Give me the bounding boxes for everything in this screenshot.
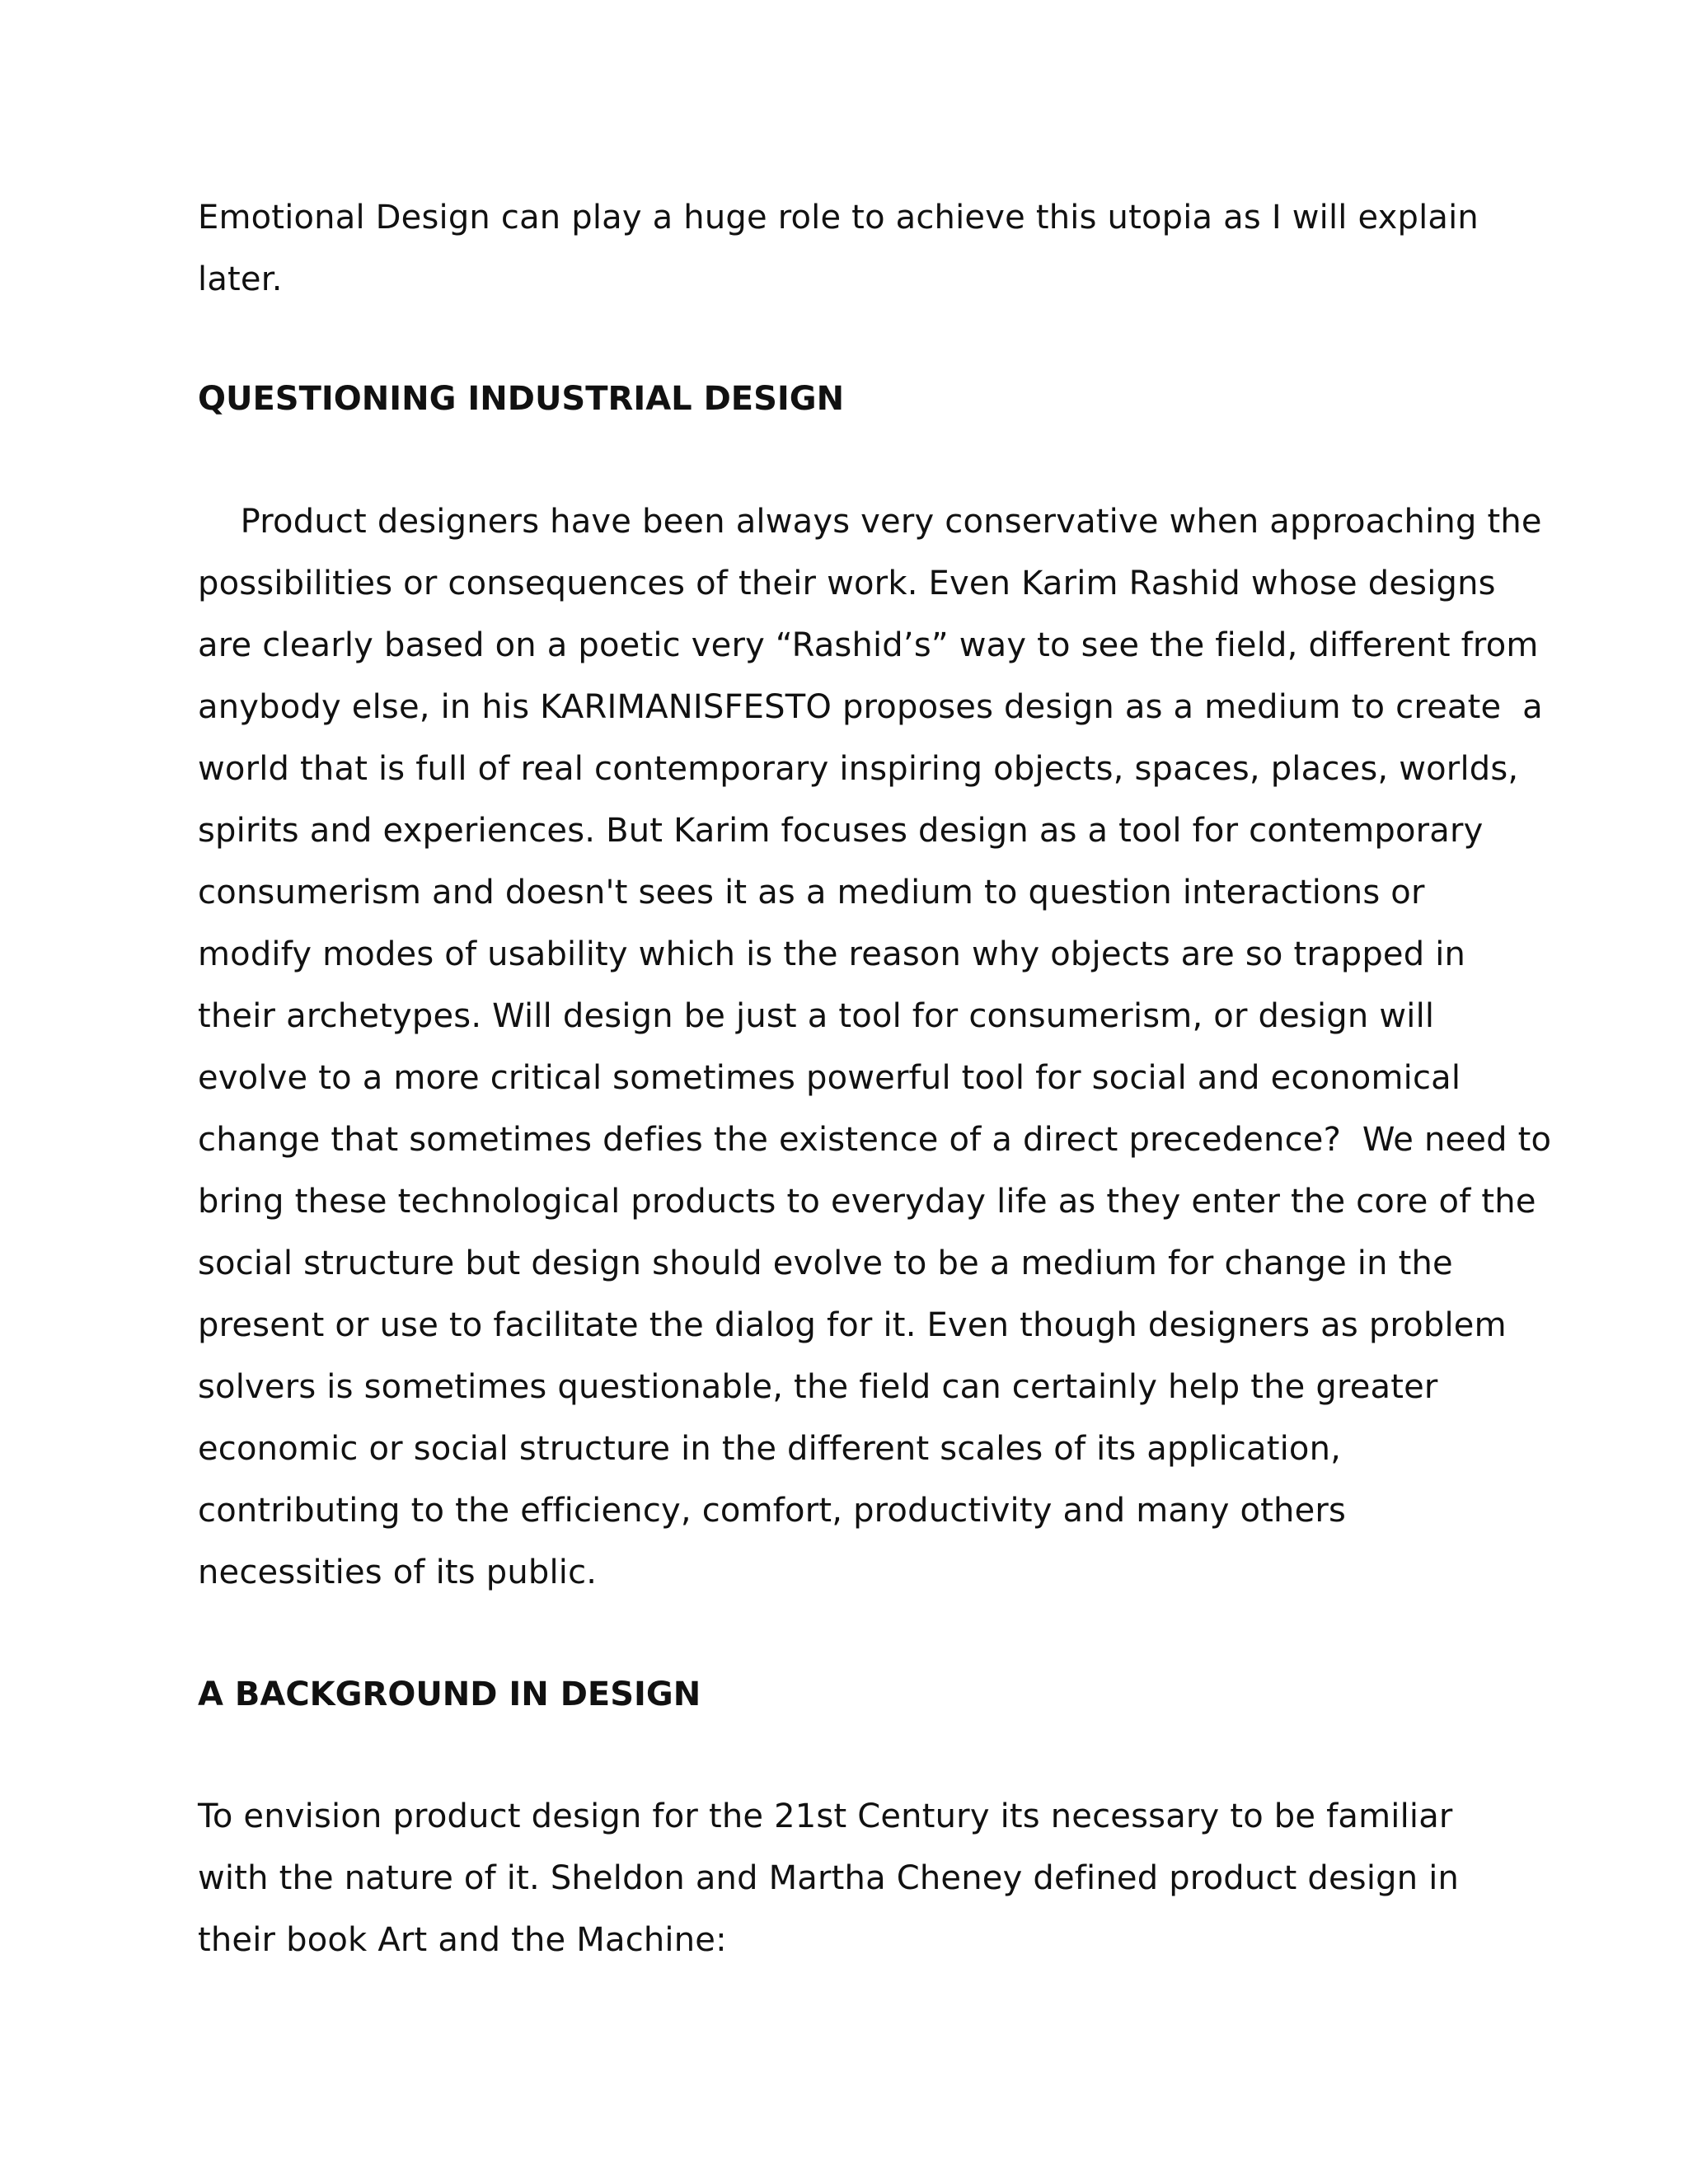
questioning-line-10: evolve to a more critical sometimes powerful tool for social and economical xyxy=(198,1059,1461,1097)
questioning-line-7: consumerism and doesn't sees it as a medium to question interactions or xyxy=(198,874,1425,912)
background-line-3: their book Art and the Machine: xyxy=(198,1921,727,1959)
questioning-line-17: contributing to the efficiency, comfort, productivity and many others xyxy=(198,1492,1347,1530)
background-line-1: To envision product design for the 21st Century its necessary to be familiar xyxy=(198,1797,1453,1835)
questioning-line-14: present or use to facilitate the dialog for it. Even though designers as problem xyxy=(198,1306,1507,1344)
questioning-line-13: social structure but design should evolve to be a medium for change in the xyxy=(198,1244,1453,1282)
intro-line-2: later. xyxy=(198,260,283,298)
questioning-line-9: their archetypes. Will design be just a tool for consumerism, or design will xyxy=(198,997,1435,1035)
questioning-line-8: modify modes of usability which is the reason why objects are so trapped in xyxy=(198,935,1466,973)
questioning-line-3: are clearly based on a poetic very “Rashid’s” way to see the field, different from xyxy=(198,626,1539,664)
questioning-line-2: possibilities or consequences of their work. Even Karim Rashid whose designs xyxy=(198,565,1496,602)
intro-line-1: Emotional Design can play a huge role to achieve this utopia as I will explain xyxy=(198,199,1479,237)
questioning-line-15: solvers is sometimes questionable, the field can certainly help the greater xyxy=(198,1368,1438,1406)
questioning-line-5: world that is full of real contemporary inspiring objects, spaces, places, worlds, xyxy=(198,750,1519,788)
questioning-line-12: bring these technological products to everyday life as they enter the core of the xyxy=(198,1183,1536,1221)
questioning-line-6: spirits and experiences. But Karim focuses design as a tool for contemporary xyxy=(198,812,1484,850)
questioning-line-18: necessities of its public. xyxy=(198,1554,598,1591)
questioning-line-11: change that sometimes defies the existence of a direct precedence? We need to xyxy=(198,1121,1552,1159)
questioning-line-4: anybody else, in his KARIMANISFESTO proposes design as a medium to create a xyxy=(198,688,1543,726)
questioning-line-1: Product designers have been always very conservative when approaching the xyxy=(198,503,1542,541)
background-line-2: with the nature of it. Sheldon and Martha Cheney defined product design in xyxy=(198,1859,1460,1897)
questioning-line-16: economic or social structure in the different scales of its application, xyxy=(198,1430,1342,1468)
section-heading-questioning: QUESTIONING INDUSTRIAL DESIGN xyxy=(198,380,845,418)
section-heading-background: A BACKGROUND IN DESIGN xyxy=(198,1675,701,1713)
